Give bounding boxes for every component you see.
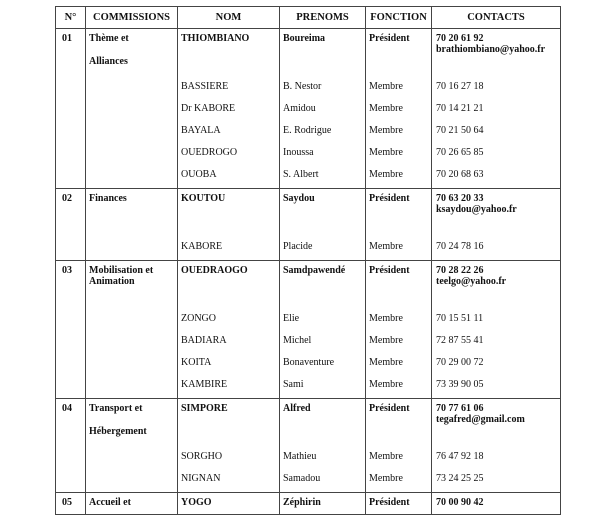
commission-name: Hébergement — [89, 426, 147, 437]
prenom-cell — [280, 355, 366, 377]
group-number-cell — [56, 123, 86, 145]
nom-cell — [178, 311, 280, 333]
group-number: 04 — [62, 403, 72, 414]
prenom-cell — [280, 101, 366, 123]
contact-cell — [432, 355, 561, 377]
table-row — [56, 79, 561, 101]
group-number-cell — [56, 399, 86, 449]
member-fonction: Membre — [369, 240, 403, 252]
member-fonction: Membre — [369, 334, 403, 346]
contact-cell — [432, 311, 561, 333]
contact-cell — [432, 399, 561, 449]
fonction-cell — [366, 167, 432, 189]
table-row — [56, 189, 561, 239]
member-nom: KOUTOU — [181, 193, 226, 204]
member-fonction: Membre — [369, 146, 403, 158]
prenom-cell — [280, 123, 366, 145]
member-prenom: Amidou — [283, 102, 316, 114]
fonction-cell — [366, 29, 432, 79]
member-prenom: Alfred — [283, 403, 311, 414]
table-header-row — [56, 7, 561, 29]
prenom-cell — [280, 399, 366, 449]
commission-cell — [86, 377, 178, 399]
group-number-cell — [56, 333, 86, 355]
table-row — [56, 449, 561, 471]
commission-cell — [86, 167, 178, 189]
member-nom: YOGO — [181, 497, 212, 508]
header-commissions: COMMISSIONS — [86, 7, 178, 29]
group-number: 02 — [62, 193, 72, 204]
member-nom: OUEDRAOGO — [181, 265, 248, 276]
prenom-cell — [280, 29, 366, 79]
header-prenoms: PRENOMS — [280, 7, 366, 29]
prenom-cell — [280, 261, 366, 311]
commission-cell — [86, 29, 178, 79]
contact-cell — [432, 333, 561, 355]
member-fonction: Président — [369, 403, 410, 414]
nom-cell — [178, 399, 280, 449]
member-prenom: Elie — [283, 312, 300, 324]
member-email: teelgo@yahoo.fr — [436, 276, 507, 287]
member-phone: 70 14 21 21 — [436, 102, 484, 114]
member-nom: KOITA — [181, 356, 212, 368]
member-fonction: Membre — [369, 378, 403, 390]
contact-cell — [432, 167, 561, 189]
nom-cell — [178, 493, 280, 515]
member-nom: BADIARA — [181, 334, 227, 346]
nom-cell — [178, 189, 280, 239]
commission-cell — [86, 311, 178, 333]
group-number-cell — [56, 239, 86, 261]
table-body — [56, 29, 561, 515]
nom-cell — [178, 239, 280, 261]
fonction-cell — [366, 79, 432, 101]
prenom-cell — [280, 145, 366, 167]
header-fonction: FONCTION — [366, 7, 432, 29]
group-number-cell — [56, 493, 86, 515]
member-email: tegafred@gmail.com — [436, 414, 525, 425]
nom-cell — [178, 355, 280, 377]
commission-cell — [86, 449, 178, 471]
member-fonction: Membre — [369, 312, 403, 324]
fonction-cell — [366, 101, 432, 123]
member-nom: OUOBA — [181, 168, 217, 180]
group-number-cell — [56, 261, 86, 311]
member-prenom: Samdpawendé — [283, 265, 346, 276]
commission-cell — [86, 355, 178, 377]
commission-cell — [86, 239, 178, 261]
contact-cell — [432, 377, 561, 399]
table-row — [56, 493, 561, 515]
contact-cell — [432, 29, 561, 79]
table-row — [56, 145, 561, 167]
member-phone: 70 24 78 16 — [436, 240, 484, 252]
table-row — [56, 333, 561, 355]
fonction-cell — [366, 311, 432, 333]
member-prenom: Bonaventure — [283, 356, 335, 368]
member-phone: 70 29 00 72 — [436, 356, 484, 368]
member-prenom: Sami — [283, 378, 304, 390]
group-number-cell — [56, 29, 86, 79]
nom-cell — [178, 333, 280, 355]
fonction-cell — [366, 377, 432, 399]
table-row — [56, 377, 561, 399]
fonction-cell — [366, 355, 432, 377]
group-number: 03 — [62, 265, 72, 276]
member-phone: 70 77 61 06 — [436, 403, 484, 414]
member-nom: BASSIERE — [181, 80, 229, 92]
nom-cell — [178, 101, 280, 123]
group-number-cell — [56, 377, 86, 399]
member-prenom: Boureima — [283, 33, 326, 44]
fonction-cell — [366, 333, 432, 355]
table-row — [56, 123, 561, 145]
prenom-cell — [280, 239, 366, 261]
member-nom: THIOMBIANO — [181, 33, 250, 44]
member-nom: BAYALA — [181, 124, 221, 136]
commission-cell — [86, 333, 178, 355]
nom-cell — [178, 29, 280, 79]
table-row — [56, 399, 561, 449]
contact-cell — [432, 123, 561, 145]
table-row — [56, 261, 561, 311]
table-row — [56, 471, 561, 493]
member-nom: ZONGO — [181, 312, 216, 324]
commission-cell — [86, 471, 178, 493]
member-fonction: Membre — [369, 80, 403, 92]
table-row — [56, 239, 561, 261]
member-phone: 70 20 68 63 — [436, 168, 484, 180]
commissions-table — [55, 6, 561, 515]
contact-cell — [432, 261, 561, 311]
contact-cell — [432, 493, 561, 515]
contact-cell — [432, 101, 561, 123]
commission-name: Thème et — [89, 33, 129, 44]
fonction-cell — [366, 239, 432, 261]
group-number: 05 — [62, 497, 72, 508]
nom-cell — [178, 261, 280, 311]
contact-cell — [432, 239, 561, 261]
group-number-cell — [56, 449, 86, 471]
member-prenom: Placide — [283, 240, 313, 252]
member-prenom: Zéphirin — [283, 497, 321, 508]
prenom-cell — [280, 471, 366, 493]
member-fonction: Président — [369, 193, 410, 204]
fonction-cell — [366, 449, 432, 471]
member-nom: NIGNAN — [181, 472, 221, 484]
member-phone: 70 00 90 42 — [436, 497, 484, 508]
commission-cell — [86, 261, 178, 311]
member-nom: KABORE — [181, 240, 223, 252]
prenom-cell — [280, 493, 366, 515]
commission-cell — [86, 145, 178, 167]
member-fonction: Président — [369, 33, 410, 44]
member-nom: SORGHO — [181, 450, 223, 462]
group-number-cell — [56, 167, 86, 189]
fonction-cell — [366, 145, 432, 167]
contact-cell — [432, 189, 561, 239]
member-phone: 70 20 61 92 — [436, 33, 484, 44]
member-prenom: Saydou — [283, 193, 315, 204]
member-nom: KAMBIRE — [181, 378, 228, 390]
commission-name: Finances — [89, 193, 127, 204]
fonction-cell — [366, 261, 432, 311]
group-number-cell — [56, 471, 86, 493]
group-number-cell — [56, 189, 86, 239]
member-prenom: Inoussa — [283, 146, 314, 158]
member-prenom: E. Rodrigue — [283, 124, 332, 136]
table-row — [56, 29, 561, 79]
table-row — [56, 101, 561, 123]
prenom-cell — [280, 79, 366, 101]
member-prenom: B. Nestor — [283, 80, 322, 92]
member-nom: OUEDROGO — [181, 146, 238, 158]
member-email: brathiombiano@yahoo.fr — [436, 44, 546, 55]
member-phone: 72 87 55 41 — [436, 334, 484, 346]
commission-name: Accueil et — [89, 497, 131, 508]
nom-cell — [178, 79, 280, 101]
nom-cell — [178, 471, 280, 493]
fonction-cell — [366, 189, 432, 239]
fonction-cell — [366, 399, 432, 449]
prenom-cell — [280, 189, 366, 239]
nom-cell — [178, 145, 280, 167]
member-phone: 70 15 51 11 — [436, 312, 484, 324]
member-fonction: Membre — [369, 102, 403, 114]
member-fonction: Président — [369, 497, 410, 508]
table-row — [56, 355, 561, 377]
contact-cell — [432, 449, 561, 471]
commission-cell — [86, 123, 178, 145]
fonction-cell — [366, 123, 432, 145]
member-phone: 70 63 20 33 — [436, 193, 484, 204]
prenom-cell — [280, 167, 366, 189]
nom-cell — [178, 123, 280, 145]
commission-cell — [86, 101, 178, 123]
group-number-cell — [56, 145, 86, 167]
table-row — [56, 167, 561, 189]
fonction-cell — [366, 493, 432, 515]
commission-name: Transport et — [89, 403, 143, 414]
member-prenom: Mathieu — [283, 450, 317, 462]
nom-cell — [178, 449, 280, 471]
contact-cell — [432, 79, 561, 101]
commission-name: Animation — [89, 276, 135, 287]
nom-cell — [178, 167, 280, 189]
member-phone: 73 39 90 05 — [436, 378, 484, 390]
member-phone: 76 47 92 18 — [436, 450, 484, 462]
group-number-cell — [56, 355, 86, 377]
member-fonction: Membre — [369, 168, 403, 180]
fonction-cell — [366, 471, 432, 493]
member-email: ksaydou@yahoo.fr — [436, 204, 517, 215]
group-number-cell — [56, 79, 86, 101]
group-number-cell — [56, 101, 86, 123]
commission-cell — [86, 399, 178, 449]
commission-name: Alliances — [89, 56, 128, 67]
header-number: N° — [56, 7, 86, 29]
member-prenom: Michel — [283, 334, 312, 346]
member-prenom: Samadou — [283, 472, 321, 484]
prenom-cell — [280, 333, 366, 355]
group-number: 01 — [62, 33, 72, 44]
member-fonction: Membre — [369, 472, 403, 484]
member-fonction: Président — [369, 265, 410, 276]
prenom-cell — [280, 311, 366, 333]
member-phone: 70 28 22 26 — [436, 265, 484, 276]
member-prenom: S. Albert — [283, 168, 319, 180]
member-fonction: Membre — [369, 450, 403, 462]
commission-cell — [86, 79, 178, 101]
commission-cell — [86, 189, 178, 239]
header-contacts: CONTACTS — [432, 7, 561, 29]
prenom-cell — [280, 449, 366, 471]
commission-name: Mobilisation et — [89, 265, 154, 276]
commission-cell — [86, 493, 178, 515]
table-row — [56, 311, 561, 333]
prenom-cell — [280, 377, 366, 399]
member-nom: SIMPORE — [181, 403, 228, 414]
member-phone: 70 26 65 85 — [436, 146, 484, 158]
member-fonction: Membre — [369, 356, 403, 368]
member-nom: Dr KABORE — [181, 102, 236, 114]
member-phone: 70 21 50 64 — [436, 124, 484, 136]
member-phone: 73 24 25 25 — [436, 472, 484, 484]
nom-cell — [178, 377, 280, 399]
group-number-cell — [56, 311, 86, 333]
contact-cell — [432, 145, 561, 167]
header-nom: NOM — [178, 7, 280, 29]
contact-cell — [432, 471, 561, 493]
member-fonction: Membre — [369, 124, 403, 136]
member-phone: 70 16 27 18 — [436, 80, 484, 92]
